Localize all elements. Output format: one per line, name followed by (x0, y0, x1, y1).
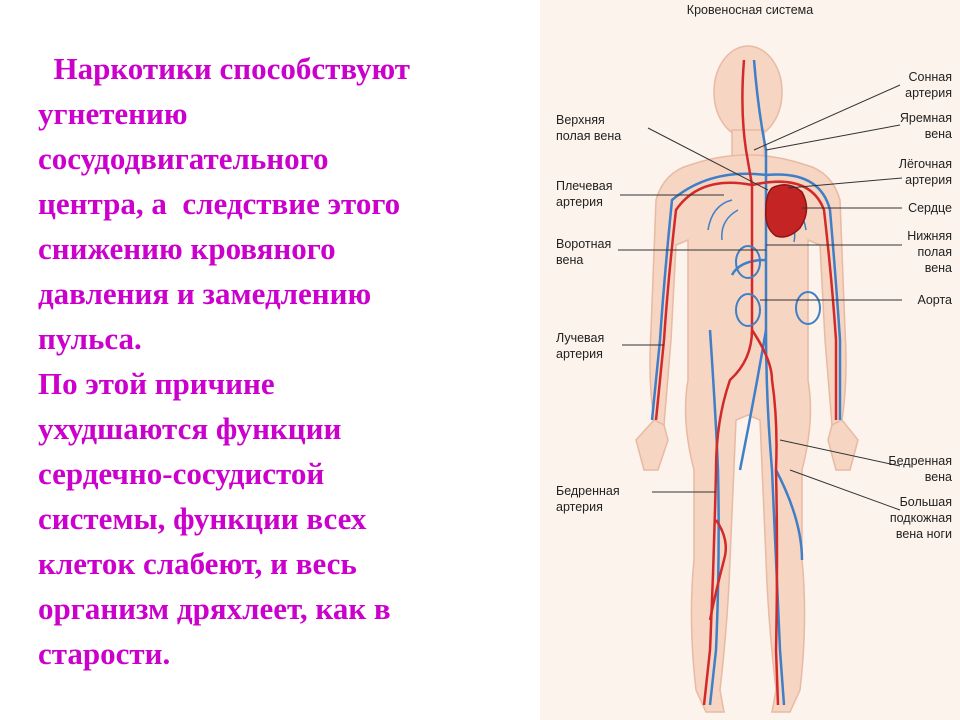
slide-text-line: сердечно-сосудистой (38, 456, 325, 491)
slide-text-line: угнетению (38, 96, 188, 131)
label-superior-vena-cava: Верхняя полая вена (556, 113, 622, 143)
slide-text-line: организм дряхлеет, как в (38, 591, 391, 626)
slide-text-line: центра, а следствие этого (38, 186, 401, 221)
circulatory-system-figure (540, 0, 960, 720)
label-femoral-vein: Бедренная вена (888, 454, 952, 484)
label-brachial-artery: Плечевая артерия (556, 179, 613, 209)
slide-text-line: сосудодвигательного (38, 141, 329, 176)
slide-text-line: ухудшаются функции (38, 411, 342, 446)
slide-text-line: старости. (38, 636, 171, 671)
label-inferior-vena-cava: Нижняя полая вена (907, 229, 952, 275)
label-portal-vein: Воротная вена (556, 237, 612, 267)
slide-text-line: системы, функции всех (38, 501, 367, 536)
slide-text-line: По этой причине (38, 366, 275, 401)
body-silhouette (636, 46, 858, 712)
slide-text-line: клеток слабеют, и весь (38, 546, 357, 581)
slide-text (38, 46, 508, 676)
label-femoral-artery: Бедренная артерия (556, 484, 620, 514)
label-great-saphenous-vein: Большая подкожная вена ноги (889, 495, 952, 541)
label-pulmonary-artery: Лёгочная артерия (898, 157, 952, 187)
label-jugular-vein: Яремная вена (899, 111, 952, 141)
label-heart: Сердце (908, 201, 952, 215)
slide-text-line: Наркотики способствуют (38, 51, 411, 86)
slide-text-line: пульса. (38, 321, 142, 356)
label-aorta: Аорта (917, 293, 952, 307)
figure-title: Кровеносная система (686, 3, 814, 17)
slide-text-line: давления и замедлению (38, 276, 372, 311)
label-radial-artery: Лучевая артерия (556, 331, 605, 361)
slide-text-line: снижению кровяного (38, 231, 336, 266)
label-carotid-artery: Сонная артерия (905, 70, 952, 100)
